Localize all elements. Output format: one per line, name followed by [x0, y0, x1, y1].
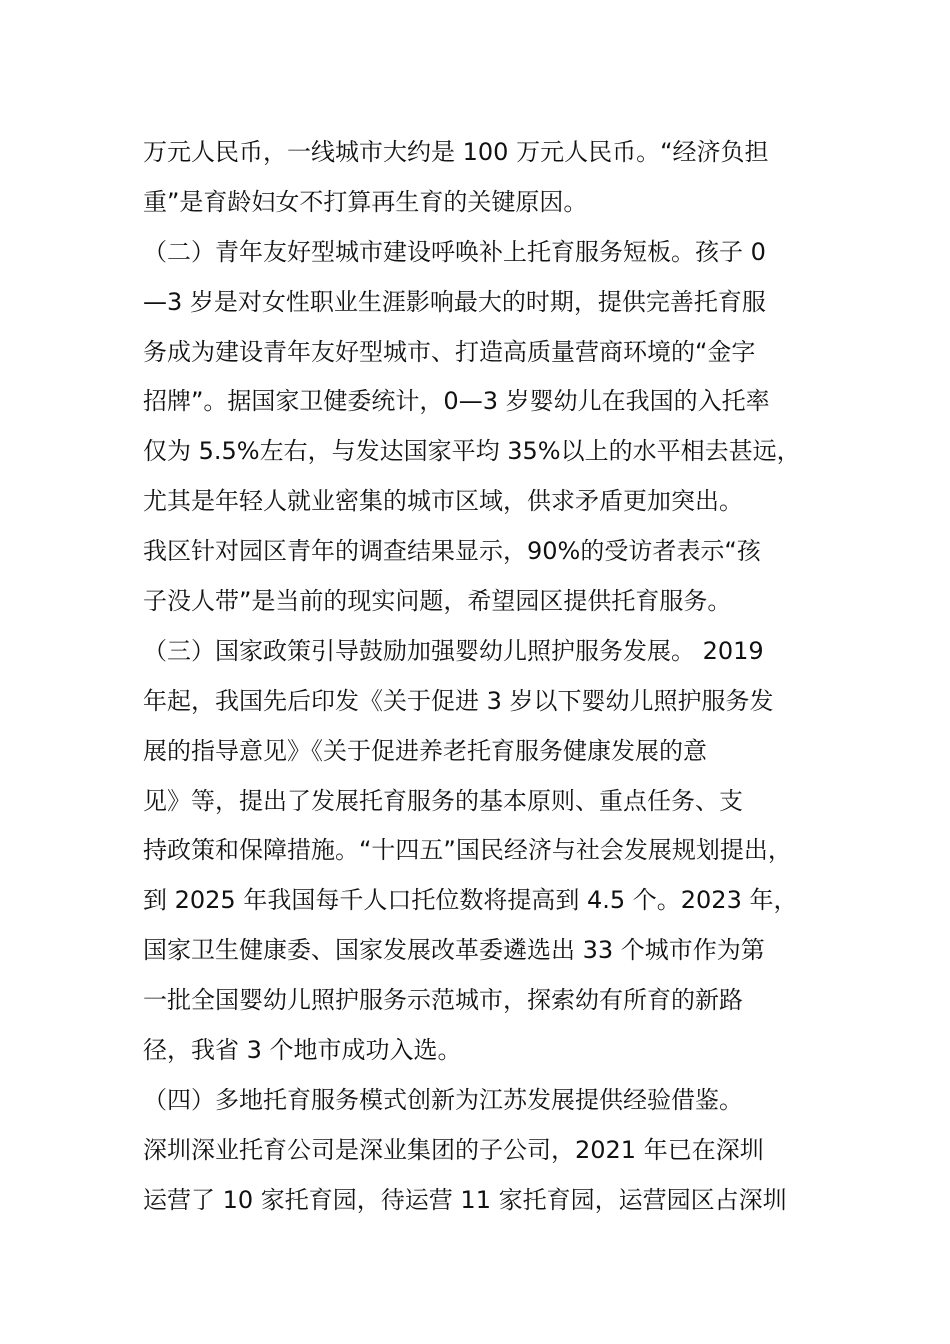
- text-line-20: （四）多地托育服务模式创新为江苏发展提供经验借鉴。: [143, 1085, 743, 1114]
- text-line-6: 招牌”。据国家卫健委统计，0—3 岁婴幼儿在我国的入托率: [143, 387, 770, 416]
- text-line-2: 重”是育龄妇女不打算再生育的关键原因。: [143, 187, 588, 216]
- text-line-14: 见》等，提出了发展托育服务的基本原则、重点任务、支: [143, 786, 743, 815]
- text-line-10: 子没人带”是当前的现实问题，希望园区提供托育服务。: [143, 587, 732, 616]
- text-line-12: 年起，我国先后印发《关于促进 3 岁以下婴幼儿照护服务发: [143, 686, 774, 715]
- text-line-8: 尤其是年轻人就业密集的城市区域，供求矛盾更加突出。: [143, 487, 743, 516]
- text-line-3: （二）青年友好型城市建设呼唤补上托育服务短板。孩子 0: [143, 237, 766, 266]
- text-line-18: 一批全国婴幼儿照护服务示范城市，探索幼有所育的新路: [143, 986, 743, 1015]
- text-line-15: 持政策和保障措施。“十四五”国民经济与社会发展规划提出，: [143, 836, 792, 865]
- text-line-17: 国家卫生健康委、国家发展改革委遴选出 33 个城市作为第: [143, 936, 765, 965]
- text-line-9: 我区针对园区青年的调查结果显示，90%的受访者表示“孩: [143, 537, 761, 566]
- text-line-19: 径，我省 3 个地市成功入选。: [143, 1036, 462, 1065]
- text-line-22: 运营了 10 家托育园，待运营 11 家托育园，运营园区占深圳: [143, 1185, 787, 1214]
- text-line-1: 万元人民币，一线城市大约是 100 万元人民币。“经济负担: [143, 138, 769, 166]
- document-body: [143, 128, 833, 1226]
- text-line-11: （三）国家政策引导鼓励加强婴幼儿照护服务发展。 2019: [143, 636, 764, 665]
- text-line-16: 到 2025 年我国每千人口托位数将提高到 4.5 个。2023 年，: [143, 886, 798, 915]
- text-line-5: 务成为建设青年友好型城市、打造高质量营商环境的“金字: [143, 337, 756, 366]
- text-line-21: 深圳深业托育公司是深业集团的子公司，2021 年已在深圳: [143, 1135, 764, 1164]
- text-line-4: —3 岁是对女性职业生涯影响最大的时期，提供完善托育服: [143, 287, 766, 316]
- text-line-7: 仅为 5.5%左右，与发达国家平均 35%以上的水平相去甚远，: [143, 437, 801, 466]
- text-line-13: 展的指导意见》《关于促进养老托育服务健康发展的意: [143, 736, 707, 765]
